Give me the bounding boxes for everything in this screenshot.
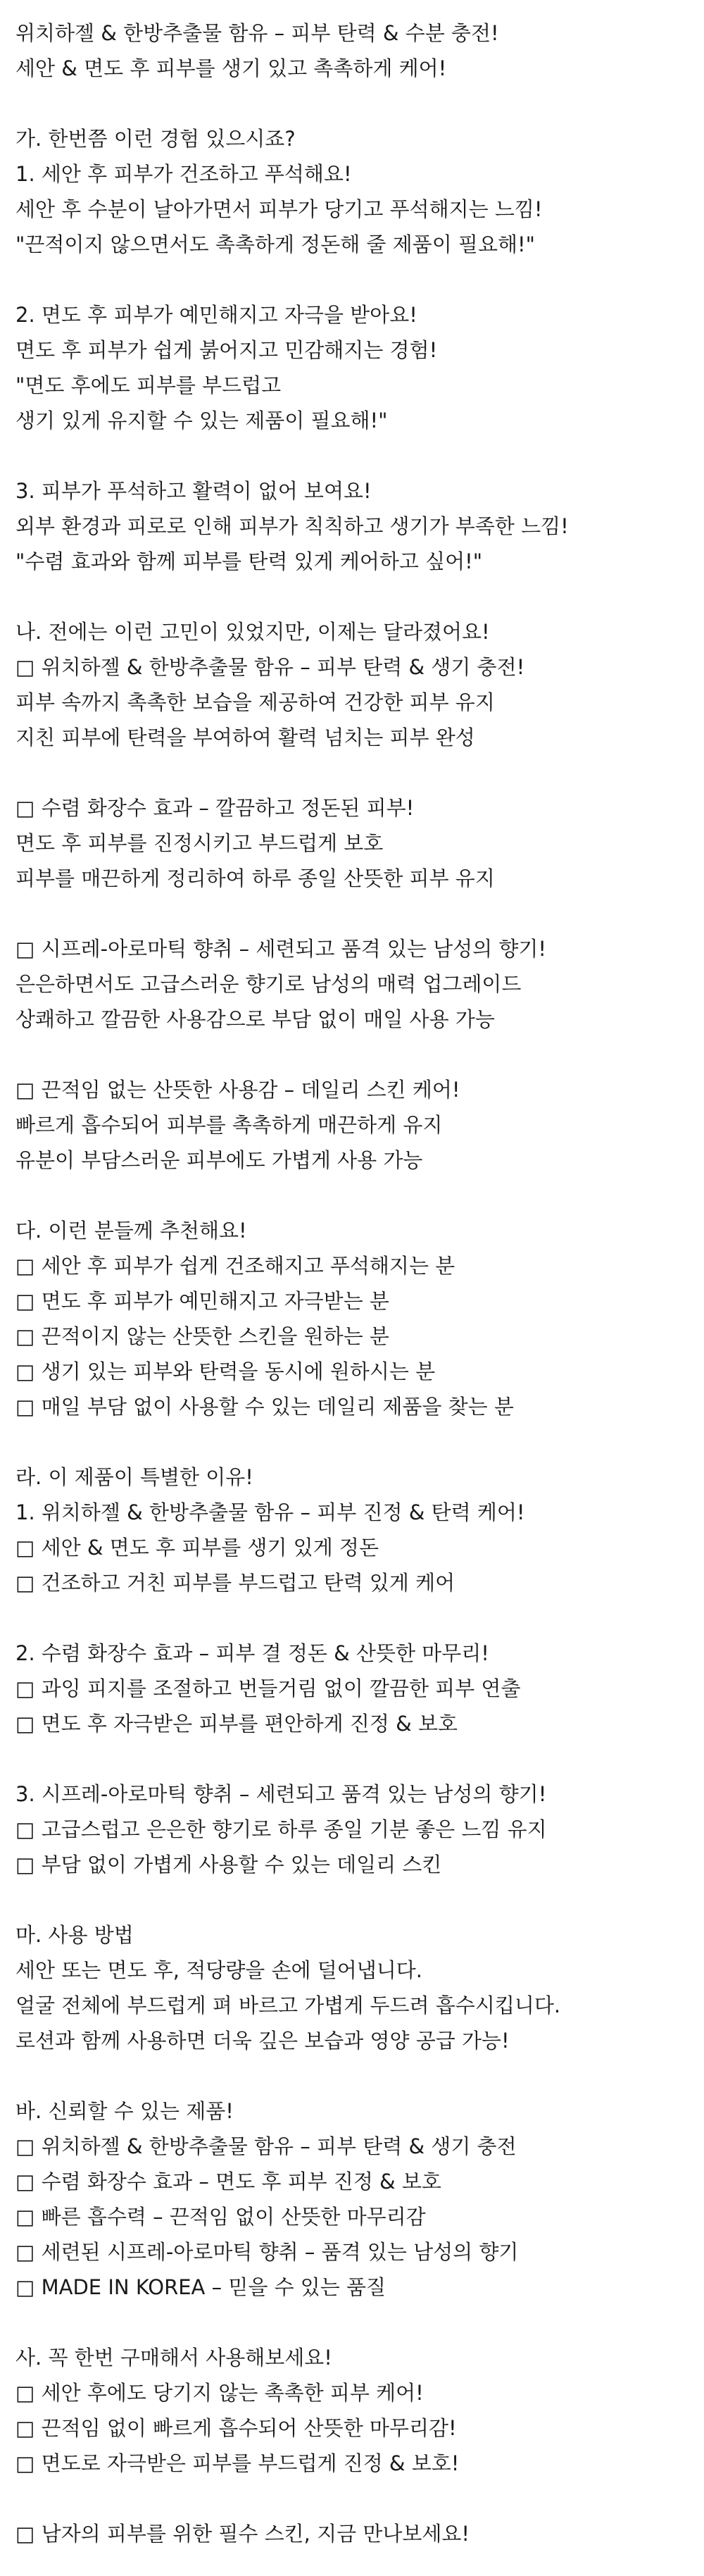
text-line: 빠르게 흡수되어 피부를 촉촉하게 매끈하게 유지 <box>15 1113 443 1137</box>
text-line: □ 위치하젤 & 한방추출물 함유 – 피부 탄력 & 생기 충전 <box>15 2134 517 2158</box>
text-line: 피부를 매끈하게 정리하여 하루 종일 산뜻한 피부 유지 <box>15 866 495 890</box>
text-block <box>15 931 704 1037</box>
text-block <box>15 2516 704 2551</box>
block-heading-line: 다. 이런 분들께 추천해요! <box>15 1219 247 1243</box>
text-line: □ 고급스럽고 은은한 향기로 하루 종일 기분 좋은 느낌 유지 <box>15 1817 547 1841</box>
text-line: 외부 환경과 피로로 인해 피부가 칙칙하고 생기가 부족한 느낌! <box>15 514 569 538</box>
text-line: 세안 후 수분이 날아가면서 피부가 당기고 푸석해지는 느낌! <box>15 197 543 221</box>
text-line: □ 면도로 자극받은 피부를 부드럽게 진정 & 보호! <box>15 2451 460 2475</box>
block-heading-line: 2. 수렴 화장수 효과 – 피부 결 정돈 & 산뜻한 마무리! <box>15 1641 489 1665</box>
text-line: □ 수렴 화장수 효과 – 면도 후 피부 진정 & 보호 <box>15 2170 441 2194</box>
block-heading-line: 3. 피부가 푸석하고 활력이 없어 보여요! <box>15 479 372 503</box>
block-heading-line: 바. 신뢰할 수 있는 제품! <box>15 2099 234 2123</box>
block-heading-line: 가. 한번쯤 이런 경험 있으시죠? <box>15 127 296 151</box>
block-heading-line: □ 남자의 피부를 위한 필수 스킨, 지금 만나보세요! <box>15 2522 470 2546</box>
text-line: □ 위치하젤 & 한방추출물 함유 – 피부 탄력 & 생기 충전! <box>15 655 525 679</box>
text-line: □ 매일 부담 없이 사용할 수 있는 데일리 제품을 찾는 분 <box>15 1395 514 1419</box>
text-line: □ 과잉 피지를 조절하고 번들거림 없이 깔끔한 피부 연출 <box>15 1676 521 1700</box>
block-heading-line: 위치하젤 & 한방추출물 함유 – 피부 탄력 & 수분 충전! <box>15 21 499 45</box>
text-line: 생기 있게 유지할 수 있는 제품이 필요해!" <box>15 409 388 433</box>
text-block <box>15 15 704 86</box>
block-heading-line: □ 끈적임 없는 산뜻한 사용감 – 데일리 스킨 케어! <box>15 1078 460 1102</box>
block-heading-line: 2. 면도 후 피부가 예민해지고 자극을 받아요! <box>15 303 417 327</box>
text-line: 1. 세안 후 피부가 건조하고 푸석해요! <box>15 162 352 186</box>
text-block <box>15 790 704 896</box>
text-line: □ 건조하고 거친 피부를 부드럽고 탄력 있게 케어 <box>15 1571 455 1595</box>
block-heading-line: 라. 이 제품이 특별한 이유! <box>15 1465 253 1489</box>
text-line: "끈적이지 않으면서도 촉촉하게 정돈해 줄 제품이 필요해!" <box>15 232 535 256</box>
text-block <box>15 297 704 438</box>
text-line: "면도 후에도 피부를 부드럽고 <box>15 373 282 397</box>
text-line: 유분이 부담스러운 피부에도 가볍게 사용 가능 <box>15 1148 423 1172</box>
text-line: 면도 후 피부를 진정시키고 부드럽게 보호 <box>15 831 384 855</box>
text-line: 지친 피부에 탄력을 부여하여 활력 넘치는 피부 완성 <box>15 726 475 749</box>
text-block <box>15 121 704 262</box>
text-line: 면도 후 피부가 쉽게 붉어지고 민감해지는 경험! <box>15 338 438 362</box>
text-block <box>15 1636 704 1741</box>
block-heading-line: □ 시프레-아로마틱 향취 – 세련되고 품격 있는 남성의 향기! <box>15 937 547 961</box>
text-block <box>15 2093 704 2305</box>
text-line: 세안 또는 면도 후, 적당량을 손에 덜어냅니다. <box>15 1958 422 1982</box>
text-block <box>15 1777 704 1882</box>
text-line: □ MADE IN KOREA – 믿을 수 있는 품질 <box>15 2275 386 2299</box>
block-heading-line: □ 수렴 화장수 효과 – 깔끔하고 정돈된 피부! <box>15 796 415 820</box>
text-line: 세안 & 면도 후 피부를 생기 있고 촉촉하게 케어! <box>15 56 447 80</box>
text-line: 상쾌하고 깔끔한 사용감으로 부담 없이 매일 사용 가능 <box>15 1007 495 1031</box>
text-line: □ 세안 후에도 당기지 않는 촉촉한 피부 케어! <box>15 2381 424 2405</box>
text-line: □ 생기 있는 피부와 탄력을 동시에 원하시는 분 <box>15 1359 436 1383</box>
text-block <box>15 1072 704 1178</box>
text-line: 피부 속까지 촉촉한 보습을 제공하여 건강한 피부 유지 <box>15 690 495 714</box>
block-heading-line: 마. 사용 방법 <box>15 1923 134 1947</box>
text-line: □ 면도 후 피부가 예민해지고 자극받는 분 <box>15 1289 389 1313</box>
text-line: □ 끈적임 없이 빠르게 흡수되어 산뜻한 마무리감! <box>15 2416 457 2440</box>
text-block <box>15 1460 704 1600</box>
text-line: 로션과 함께 사용하면 더욱 깊은 보습과 영양 공급 가능! <box>15 2029 510 2053</box>
text-block <box>15 614 704 755</box>
block-heading-line: 나. 전에는 이런 고민이 있었지만, 이제는 달라졌어요! <box>15 620 490 644</box>
text-line: □ 세련된 시프레-아로마틱 향취 – 품격 있는 남성의 향기 <box>15 2240 519 2264</box>
text-line: 얼굴 전체에 부드럽게 펴 바르고 가볍게 두드려 흡수시킵니다. <box>15 1993 561 2017</box>
text-line: 1. 위치하젤 & 한방추출물 함유 – 피부 진정 & 탄력 케어! <box>15 1500 525 1524</box>
text-line: □ 세안 & 면도 후 피부를 생기 있게 정돈 <box>15 1536 379 1560</box>
block-heading-line: 사. 꼭 한번 구매해서 사용해보세요! <box>15 2346 332 2370</box>
text-line: □ 면도 후 자극받은 피부를 편안하게 진정 & 보호 <box>15 1712 458 1736</box>
text-block <box>15 2340 704 2481</box>
text-block <box>15 1917 704 2058</box>
text-block <box>15 473 704 579</box>
text-line: □ 부담 없이 가볍게 사용할 수 있는 데일리 스킨 <box>15 1853 442 1877</box>
text-line: □ 빠른 흡수력 – 끈적임 없이 산뜻한 마무리감 <box>15 2205 426 2229</box>
text-block <box>15 1213 704 1424</box>
block-heading-line: 3. 시프레-아로마틱 향취 – 세련되고 품격 있는 남성의 향기! <box>15 1782 547 1806</box>
text-line: □ 끈적이지 않는 산뜻한 스킨을 원하는 분 <box>15 1324 389 1348</box>
text-line: 은은하면서도 고급스러운 향기로 남성의 매력 업그레이드 <box>15 972 522 996</box>
text-line: □ 세안 후 피부가 쉽게 건조해지고 푸석해지는 분 <box>15 1254 455 1278</box>
text-line: "수렴 효과와 함께 피부를 탄력 있게 케어하고 싶어!" <box>15 549 483 573</box>
